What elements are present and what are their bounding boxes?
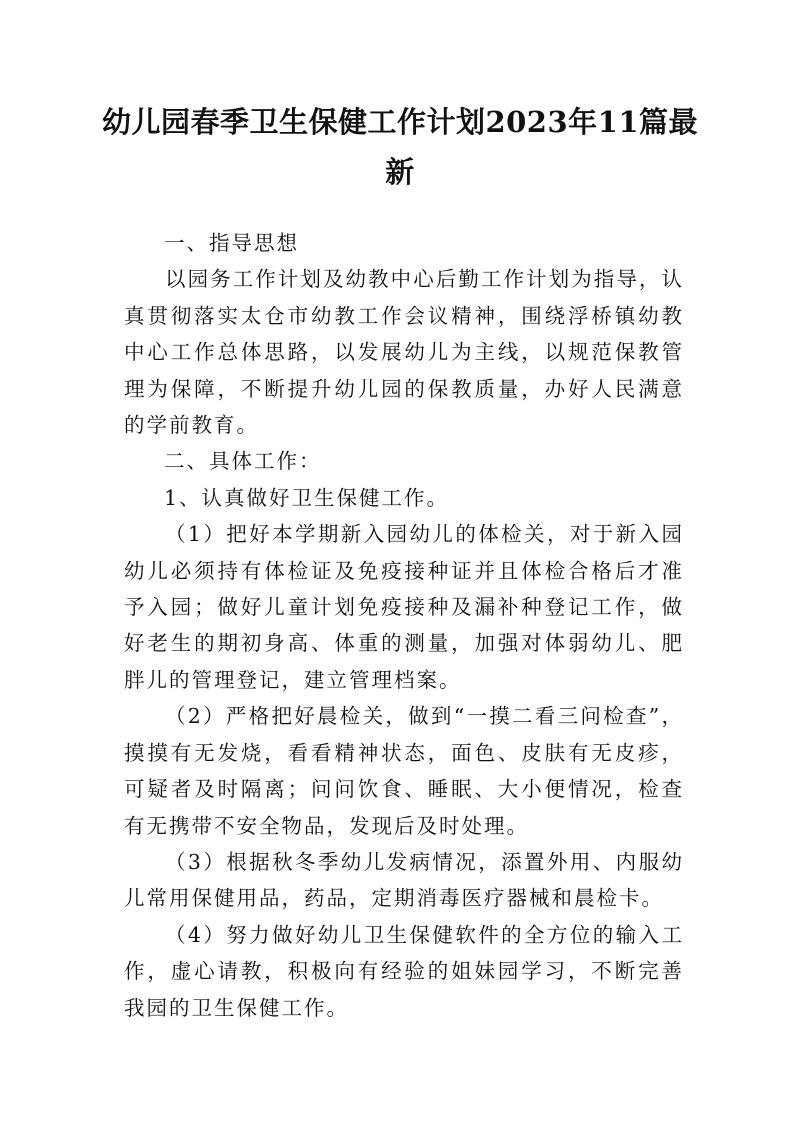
paragraph-guiding-ideology: 以园务工作计划及幼教中心后勤工作计划为指导，认真贯彻落实太仓市幼教工作会议精神，围绕浮桥镇幼教中心工作总体思路，以发展幼儿为主线，以规范保教管理为保障，不断提升幼儿园的保教质量，办好人民满意的学前教育。 [124, 267, 684, 438]
section-heading-specific-work: 二、具体工作： [163, 449, 322, 474]
document-title: 幼儿园春季卫生保健工作计划2023年11篇最新 [101, 105, 699, 189]
paragraph-item-2: （2）严格把好晨检关，做到“一摸二看三问检查”，摸摸有无发烧，看看精神状态，面色、皮肤有无皮疹，可疑者及时隔离；问问饮食、睡眠、大小便情况，检查有无携带不安全物品，发现后及时处理。 [124, 704, 684, 838]
document-body [124, 225, 684, 1026]
subsection-heading-health-care: 1、认真做好卫生保健工作。 [163, 485, 450, 510]
paragraph-item-4: （4）努力做好幼儿卫生保健软件的全方位的输入工作，虚心请教，积极向有经验的姐妹园学习，不断完善我园的卫生保健工作。 [124, 922, 684, 1020]
section-heading-guiding-ideology: 一、指导思想 [163, 231, 299, 255]
paragraph-item-1: （1）把好本学期新入园幼儿的体检关，对于新入园幼儿必须持有体检证及免疫接种证并且体检合格后才准予入园；做好儿童计划免疫接种及漏补种登记工作，做好老生的期初身高、体重的测量，加强对体弱幼儿、肥胖儿的管理登记，建立管理档案。 [124, 522, 684, 692]
paragraph-item-3: （3）根据秋冬季幼儿发病情况，添置外用、内服幼儿常用保健用品，药品，定期消毒医疗器械和晨检卡。 [124, 849, 684, 911]
